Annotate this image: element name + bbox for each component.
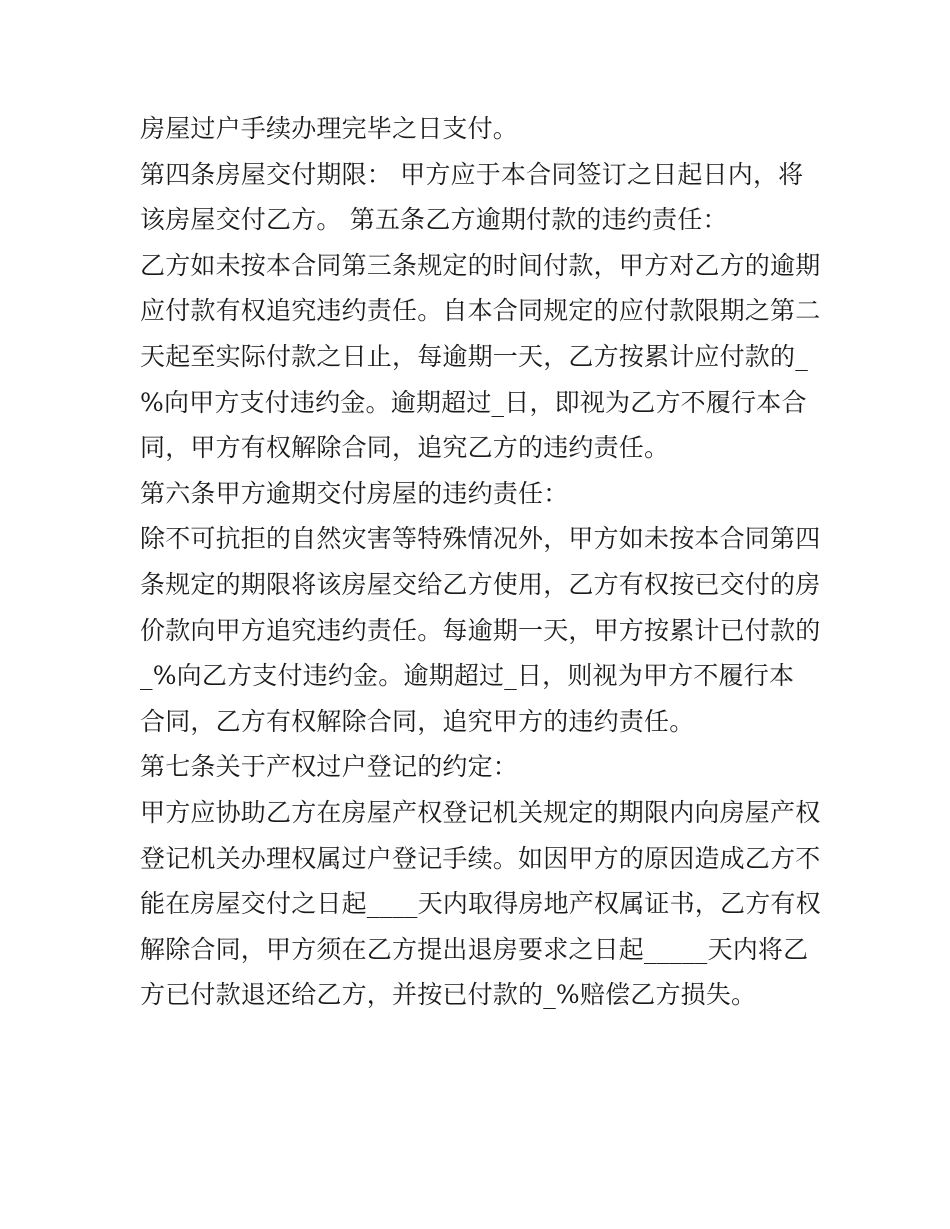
text-line: 除不可抗拒的自然灾害等特殊情况外，甲方如未按本合同第四 [140, 524, 821, 554]
text-line: 第七条关于产权过户登记的约定： [140, 752, 519, 782]
text-line: 方已付款退还给乙方，并按已付款的_%赔偿乙方损失。 [140, 980, 757, 1010]
text-line: 同，甲方有权解除合同，追究乙方的违约责任。 [140, 433, 670, 463]
text-line: 登记机关办理权属过户登记手续。如因甲方的原因造成乙方不 [140, 843, 821, 873]
text-line: 应付款有权追究违约责任。自本合同规定的应付款限期之第二 [140, 296, 821, 326]
text-line: 价款向甲方追究违约责任。每逾期一天，甲方按累计已付款的 [140, 615, 821, 645]
text-line: 合同，乙方有权解除合同，追究甲方的违约责任。 [140, 706, 695, 736]
text-line: 该房屋交付乙方。 第五条乙方逾期付款的违约责任： [140, 205, 728, 235]
text-line: 第四条房屋交付期限： 甲方应于本合同签订之日起日内，将 [140, 159, 804, 189]
text-line: 乙方如未按本合同第三条规定的时间付款，甲方对乙方的逾期 [140, 250, 821, 280]
text-line: %向甲方支付违约金。逾期超过_日，即视为乙方不履行本合 [140, 387, 807, 417]
contract-text [140, 106, 820, 1018]
text-line: 第六条甲方逾期交付房屋的违约责任： [140, 478, 569, 508]
text-line: 房屋过户手续办理完毕之日支付。 [140, 114, 519, 143]
text-line: 解除合同，甲方须在乙方提出退房要求之日起_____天内将乙 [140, 934, 809, 964]
text-line: 天起至实际付款之日止，每逾期一天，乙方按累计应付款的_ [140, 341, 808, 371]
text-line: 甲方应协助乙方在房屋产权登记机关规定的期限内向房屋产权 [140, 797, 821, 827]
text-line: 能在房屋交付之日起____天内取得房地产权属证书，乙方有权 [140, 889, 821, 919]
text-line: 条规定的期限将该房屋交给乙方使用，乙方有权按已交付的房 [140, 569, 821, 599]
text-line: _%向乙方支付违约金。逾期超过_日，则视为甲方不履行本 [140, 661, 795, 691]
